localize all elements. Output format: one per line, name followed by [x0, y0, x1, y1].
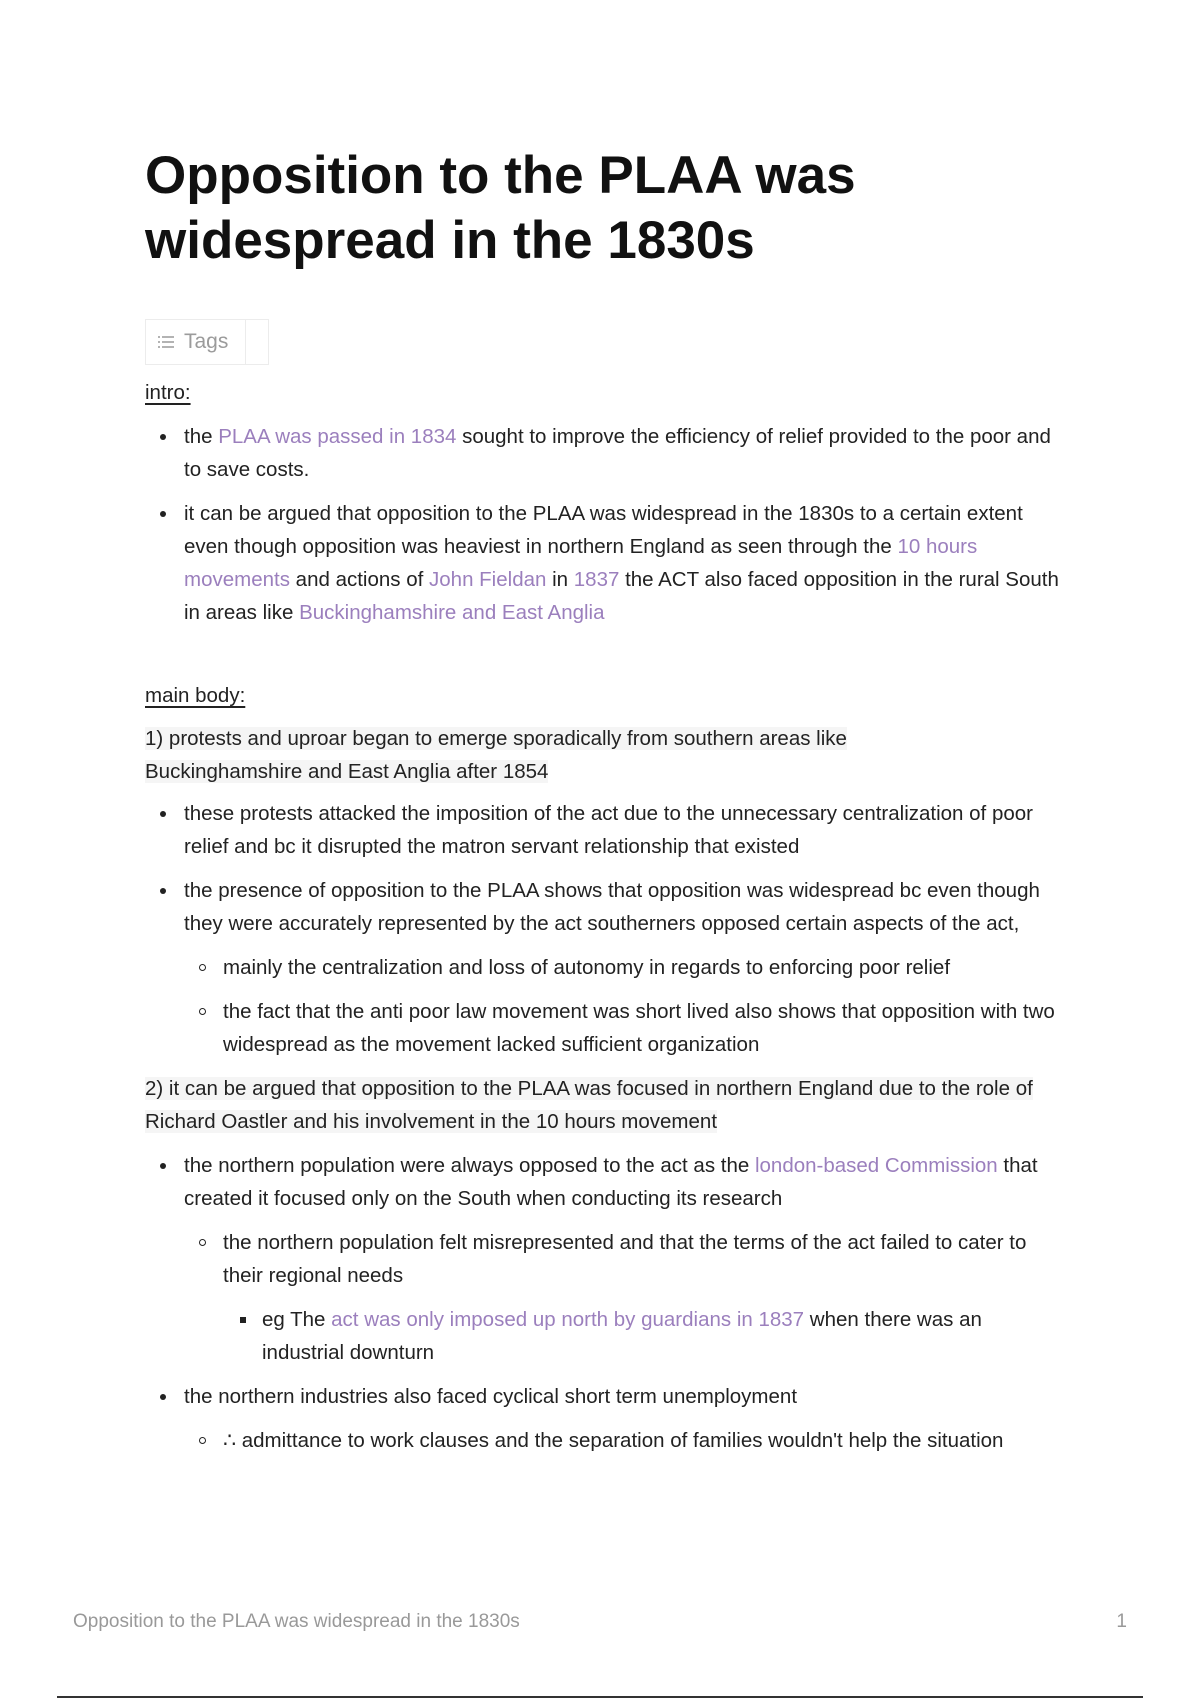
inline-link[interactable]: london-based Commission: [754, 1154, 998, 1177]
inline-link[interactable]: 1837: [573, 568, 620, 591]
inline-link[interactable]: John Fieldan: [429, 568, 547, 591]
page-title: Opposition to the PLAA was widespread in the 1830s: [145, 146, 856, 270]
sub-list-item: ∴ admittance to work clauses and the separation of families wouldn't help the situation: [145, 1424, 1065, 1457]
tags-property[interactable]: [145, 319, 269, 365]
list-item: it can be argued that opposition to the PLAA was widespread in the 1830s to a certain extent even though opposition was heaviest in northern England as seen through the 10 hours movements and actions of John Fieldan in 1837 the ACT also faced opposition in the rural South in areas like Buckinghamshire and East Anglia: [145, 497, 1065, 629]
sub-sub-list-item: eg The act was only imposed up north by guardians in 1837 when there was an industrial downturn: [145, 1303, 1065, 1369]
tags-label-cell: [146, 320, 246, 364]
document-body: [145, 376, 1065, 1457]
intro-heading: intro:: [145, 381, 191, 404]
list-item: the northern industries also faced cyclical short term unemployment: [145, 1380, 1065, 1413]
footer-page-number: 1: [1116, 1611, 1127, 1632]
inline-link[interactable]: Buckinghamshire and East Anglia: [299, 601, 605, 624]
main-body-heading: main body:: [145, 684, 246, 707]
sub-list-item: the fact that the anti poor law movement was short lived also shows that opposition with two widespread as the movement lacked sufficient organization: [145, 995, 1065, 1061]
list-item: the presence of opposition to the PLAA shows that opposition was widespread bc even though they were accurately represented by the act southerners opposed certain aspects of the act,: [145, 874, 1065, 940]
sub-list-item: the northern population felt misrepresented and that the terms of the act failed to cater to their regional needs: [145, 1226, 1065, 1292]
list-icon: [158, 335, 174, 349]
inline-link[interactable]: 10 hours movements: [184, 535, 978, 591]
list-item: these protests attacked the imposition of the act due to the unnecessary centralization of poor relief and bc it disrupted the matron servant relationship that existed: [145, 797, 1065, 863]
list-item: the PLAA was passed in 1834 sought to improve the efficiency of relief provided to the poor and to save costs.: [145, 420, 1065, 486]
sub-list-item: mainly the centralization and loss of autonomy in regards to enforcing poor relief: [145, 951, 1065, 984]
point-2-list: [145, 1149, 1065, 1457]
list-item: the northern population were always opposed to the act as the london-based Commission that created it focused only on the South when conducting its research: [145, 1149, 1065, 1215]
tags-label: Tags: [184, 330, 229, 353]
inline-link[interactable]: PLAA was passed in 1834: [218, 425, 457, 448]
point-1-paragraph: 1) protests and uproar began to emerge sporadically from southern areas like Buckinghamshire and East Anglia after 1854: [145, 727, 847, 783]
footer-title: Opposition to the PLAA was widespread in the 1830s: [73, 1611, 520, 1632]
point-2-paragraph: 2) it can be argued that opposition to the PLAA was focused in northern England due to the role of Richard Oastler and his involvement in the 10 hours movement: [145, 1077, 1033, 1133]
footer-divider: [57, 1696, 1143, 1698]
point-1-list: [145, 797, 1065, 1061]
intro-list: [145, 420, 1065, 629]
inline-link[interactable]: act was only imposed up north by guardians in 1837: [331, 1308, 805, 1331]
